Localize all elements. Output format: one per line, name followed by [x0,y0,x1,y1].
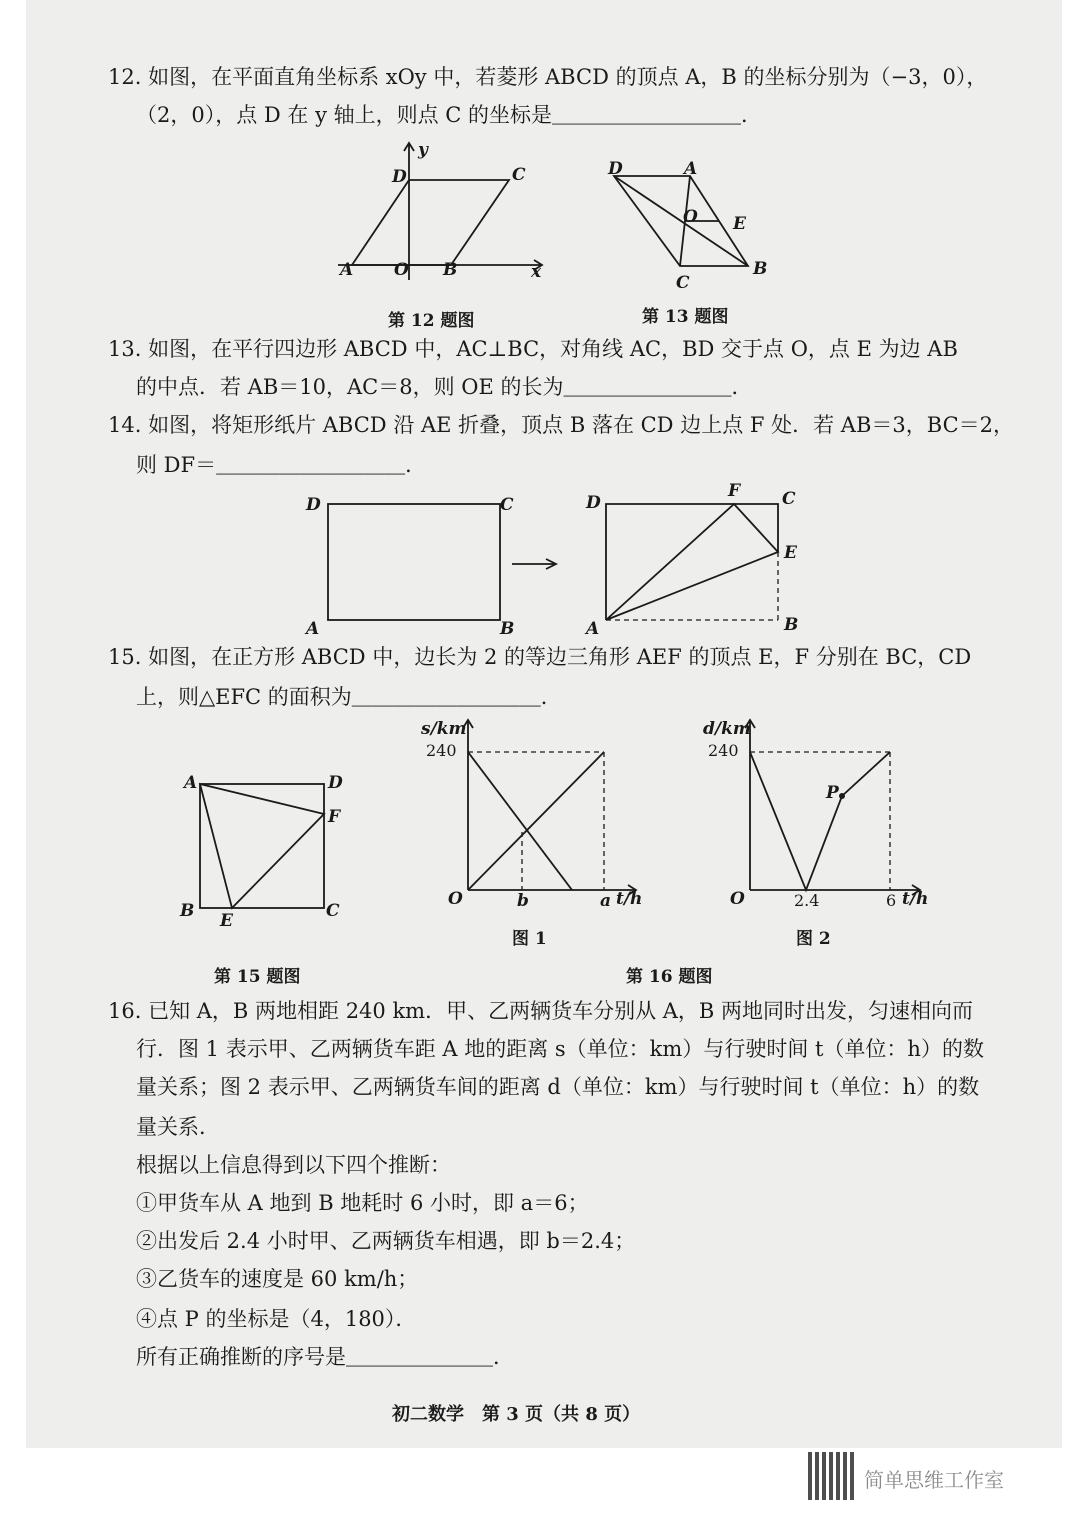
g2-tick-6: 6 [886,891,897,910]
right-label-C: C [782,489,796,509]
label-C: C [512,165,526,185]
q12-figure [320,135,550,285]
label-A: A [684,159,698,179]
square-abcd [200,784,324,908]
g1-ylabel: s/km [421,719,467,739]
g1-y-tick: 240 [426,741,457,760]
g2-origin: O [730,889,745,909]
label-O: O [394,260,409,280]
g2-label-P: P [826,783,839,803]
q16-item2: ②出发后 2.4 小时甲、乙两辆货车相遇，即 b＝2.4； [136,1229,636,1253]
g2-y-tick: 240 [708,741,739,760]
label-B: B [753,259,768,279]
g2-xlabel: t/h [902,889,929,909]
q13-line1: 13. 如图，在平行四边形 ABCD 中，AC⊥BC，对角线 AC，BD 交于点 O，点 E 为边 AB [108,337,958,361]
q16-line1: 16. 已知 A，B 两地相距 240 km．甲、乙两辆货车分别从 A，B 两地同时出发，匀速相向而 [108,999,974,1023]
left-label-D: D [306,495,321,515]
q16-graph1-caption: 图 1 [512,929,547,949]
label-x: x [531,262,542,282]
label-E: E [733,214,746,234]
right-label-A: A [586,619,600,639]
q13-line2: 的中点．若 AB＝10，AC＝8，则 OE 的长为＿＿＿＿＿＿＿＿． [136,375,753,399]
q16-item1: ①甲货车从 A 地到 B 地耗时 6 小时，即 a＝6； [136,1191,589,1215]
q16-item4: ④点 P 的坐标是（4，180）． [136,1307,417,1331]
q15-figure [176,766,356,931]
rhombus-abcd [352,180,509,265]
label-O: O [683,207,698,227]
g1-a-tick: a [600,891,612,911]
q15-line1: 15. 如图，在正方形 ABCD 中，边长为 2 的等边三角形 AEF 的顶点 E，F 分别在 BC，CD [108,645,972,669]
q13-caption: 第 13 题图 [642,307,729,327]
g2-tick-2.4: 2.4 [794,891,820,910]
label-F: F [328,807,341,827]
q14-line2: 则 DF＝＿＿＿＿＿＿＿＿＿． [136,453,427,477]
q15-caption: 第 15 题图 [214,967,301,987]
q16-graph2-caption: 图 2 [796,929,831,949]
right-label-F: F [728,481,741,501]
q16-line3: 量关系；图 2 表示甲、乙两辆货车间的距离 d（单位：km）与行驶时间 t（单位：h）的数 [136,1075,980,1099]
q12-line1: 12. 如图，在平面直角坐标系 xOy 中，若菱形 ABCD 的顶点 A，B 的坐标分别为（−3，0）， [108,65,988,89]
label-D: D [328,773,343,793]
g1-xlabel: t/h [616,889,643,909]
q14-figure [300,481,820,639]
g2-ylabel: d/km [703,719,751,739]
folded-triangle-afe [606,504,778,620]
label-C: C [326,901,340,921]
q15-line2: 上，则△EFC 的面积为＿＿＿＿＿＿＿＿＿． [136,685,562,709]
q16-item3: ③乙货车的速度是 60 km/h； [136,1267,419,1291]
q16-caption: 第 16 题图 [626,967,713,987]
triangle-aef [200,784,324,908]
q12-line2: （2，0），点 D 在 y 轴上，则点 C 的坐标是＿＿＿＿＿＿＿＿＿． [136,103,763,127]
label-D: D [392,167,407,187]
q16-line2: 行．图 1 表示甲、乙两辆货车距 A 地的距离 s（单位：km）与行驶时间 t（单位：h）的数 [136,1037,984,1061]
right-label-E: E [784,543,797,563]
q16-line5: 根据以上信息得到以下四个推断： [136,1153,451,1177]
label-B: B [180,901,195,921]
right-label-D: D [586,493,601,513]
right-label-B: B [784,615,799,635]
left-label-C: C [500,495,514,515]
q16-graph2 [700,712,936,912]
watermark-text: 简单思维工作室 [864,1468,1004,1492]
g1-origin: O [448,889,463,909]
q16-graph1 [418,712,648,912]
page-footer: 初二数学 第 3 页（共 8 页） [392,1404,641,1425]
q16-final: 所有正确推断的序号是＿＿＿＿＿＿＿． [136,1345,514,1369]
left-label-A: A [306,619,320,639]
label-A: A [340,260,354,280]
watermark [808,1450,1058,1510]
left-label-B: B [500,619,515,639]
label-A: A [184,773,198,793]
q12-caption: 第 12 题图 [388,311,475,331]
g1-line-jia [468,752,604,890]
label-B: B [443,260,458,280]
g1-b-tick: b [517,891,529,911]
g2-point-P [839,793,845,799]
q16-line4: 量关系． [136,1115,220,1139]
label-E: E [220,911,233,931]
label-D: D [608,159,623,179]
q14-line1: 14. 如图，将矩形纸片 ABCD 沿 AE 折叠，顶点 B 落在 CD 边上点 F 处．若 AB＝3，BC＝2， [108,413,1015,437]
label-C: C [676,273,690,293]
label-y: y [418,140,428,160]
q13-figure [600,150,780,293]
qr-code-icon [808,1452,856,1500]
rectangle-abcd-left [328,504,500,620]
g1-line-yi [468,752,572,890]
g2-distance-line [750,752,890,890]
